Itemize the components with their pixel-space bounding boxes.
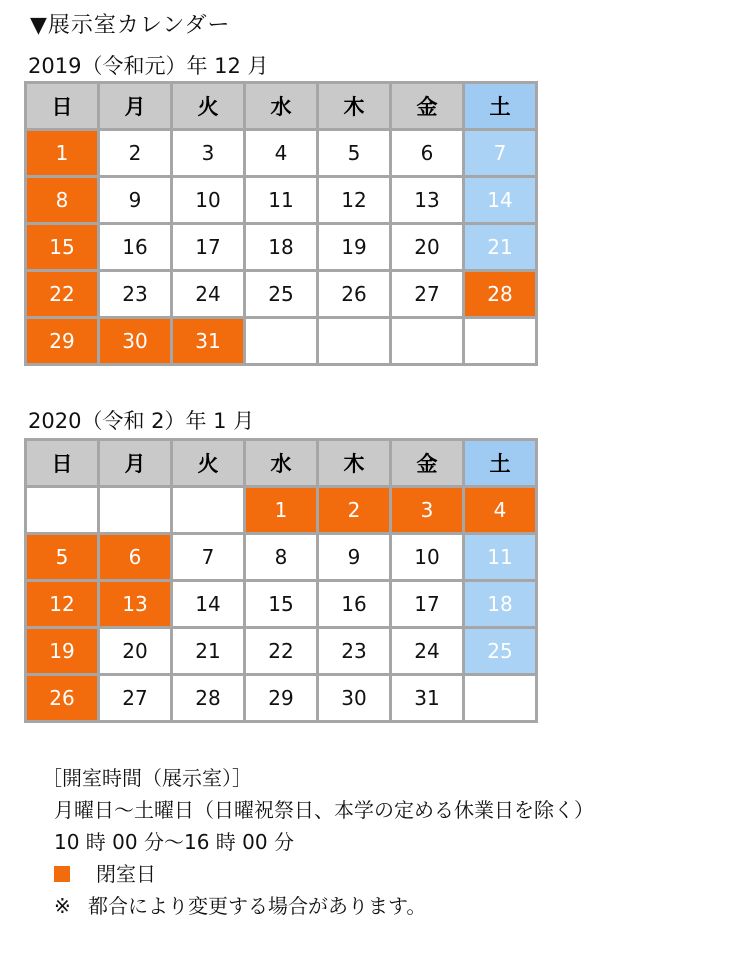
calendar-day-cell: 5 bbox=[318, 130, 391, 177]
calendar-day-cell: 31 bbox=[391, 675, 464, 722]
calendar-day-cell: 13 bbox=[99, 581, 172, 628]
calendar-empty-cell bbox=[26, 487, 99, 534]
calendar-day-cell: 26 bbox=[26, 675, 99, 722]
calendar-day-cell: 4 bbox=[464, 487, 537, 534]
calendar-day-cell: 30 bbox=[99, 318, 172, 365]
opening-time-text: 10 時 00 分～16 時 00 分 bbox=[54, 830, 294, 854]
caution-text: 都合により変更する場合があります。 bbox=[88, 894, 427, 918]
calendar-day-cell: 29 bbox=[26, 318, 99, 365]
month-label-2020-01: 2020（令和 2）年 1 月 bbox=[28, 409, 255, 433]
weekday-header: 火 bbox=[172, 83, 245, 130]
calendar-week-row bbox=[26, 177, 537, 224]
calendar-day-cell: 17 bbox=[172, 224, 245, 271]
calendar-day-cell: 20 bbox=[99, 628, 172, 675]
legend-label: 閉室日 bbox=[96, 862, 156, 886]
calendar-day-cell: 31 bbox=[172, 318, 245, 365]
calendar-empty-cell bbox=[99, 487, 172, 534]
calendar-day-cell: 27 bbox=[99, 675, 172, 722]
calendar-day-cell: 6 bbox=[391, 130, 464, 177]
calendar-week-row bbox=[26, 581, 537, 628]
calendar-day-cell: 18 bbox=[245, 224, 318, 271]
hours-heading: ［開室時間（展示室）］ bbox=[42, 766, 252, 790]
calendar-day-cell: 3 bbox=[172, 130, 245, 177]
calendar-day-cell: 13 bbox=[391, 177, 464, 224]
calendar-day-cell: 12 bbox=[26, 581, 99, 628]
calendar-day-cell: 10 bbox=[391, 534, 464, 581]
calendar-day-cell: 7 bbox=[172, 534, 245, 581]
weekday-header: 土 bbox=[464, 440, 537, 487]
calendar-empty-cell bbox=[464, 318, 537, 365]
calendar-day-cell: 29 bbox=[245, 675, 318, 722]
calendar-day-cell: 1 bbox=[245, 487, 318, 534]
calendar-day-cell: 19 bbox=[26, 628, 99, 675]
opening-days-text: 月曜日～土曜日（日曜祝祭日、本学の定める休業日を除く） bbox=[54, 798, 594, 822]
calendar-day-cell: 3 bbox=[391, 487, 464, 534]
calendar-day-cell: 2 bbox=[99, 130, 172, 177]
calendar-day-cell: 28 bbox=[172, 675, 245, 722]
calendar-day-cell: 20 bbox=[391, 224, 464, 271]
closed-day-swatch-icon bbox=[54, 866, 70, 882]
weekday-header: 木 bbox=[318, 83, 391, 130]
calendar-week-row bbox=[26, 628, 537, 675]
calendar-day-cell: 5 bbox=[26, 534, 99, 581]
calendar-day-cell: 11 bbox=[245, 177, 318, 224]
weekday-header: 金 bbox=[391, 440, 464, 487]
calendar-empty-cell bbox=[318, 318, 391, 365]
calendar-week-row bbox=[26, 224, 537, 271]
calendar-empty-cell bbox=[245, 318, 318, 365]
calendar-day-cell: 10 bbox=[172, 177, 245, 224]
calendar-day-cell: 8 bbox=[245, 534, 318, 581]
calendar-day-cell: 4 bbox=[245, 130, 318, 177]
calendar-day-cell: 7 bbox=[464, 130, 537, 177]
calendar-day-cell: 28 bbox=[464, 271, 537, 318]
weekday-header: 金 bbox=[391, 83, 464, 130]
weekday-header: 日 bbox=[26, 83, 99, 130]
weekday-header: 火 bbox=[172, 440, 245, 487]
calendar-2019-12 bbox=[24, 81, 538, 366]
calendar-day-cell: 11 bbox=[464, 534, 537, 581]
calendar-day-cell: 24 bbox=[172, 271, 245, 318]
calendar-day-cell: 27 bbox=[391, 271, 464, 318]
calendar-day-cell: 2 bbox=[318, 487, 391, 534]
calendar-week-row bbox=[26, 130, 537, 177]
calendar-day-cell: 1 bbox=[26, 130, 99, 177]
calendar-week-row bbox=[26, 675, 537, 722]
weekday-header: 木 bbox=[318, 440, 391, 487]
calendar-day-cell: 9 bbox=[318, 534, 391, 581]
calendar-empty-cell bbox=[391, 318, 464, 365]
calendar-day-cell: 15 bbox=[245, 581, 318, 628]
calendar-day-cell: 18 bbox=[464, 581, 537, 628]
weekday-header: 月 bbox=[99, 440, 172, 487]
calendar-day-cell: 14 bbox=[172, 581, 245, 628]
legend bbox=[42, 858, 594, 890]
calendar-day-cell: 19 bbox=[318, 224, 391, 271]
calendar-week-row bbox=[26, 487, 537, 534]
calendar-week-row bbox=[26, 318, 537, 365]
month-label-2019-12: 2019（令和元）年 12 月 bbox=[28, 54, 269, 78]
caution-mark: ※ bbox=[54, 894, 71, 918]
page-title: ▼展示室カレンダー bbox=[30, 13, 231, 38]
calendar-empty-cell bbox=[464, 675, 537, 722]
calendar-day-cell: 26 bbox=[318, 271, 391, 318]
calendar-week-row bbox=[26, 534, 537, 581]
weekday-header: 水 bbox=[245, 83, 318, 130]
calendar-day-cell: 25 bbox=[464, 628, 537, 675]
calendar-day-cell: 17 bbox=[391, 581, 464, 628]
weekday-header: 土 bbox=[464, 83, 537, 130]
calendar-day-cell: 22 bbox=[26, 271, 99, 318]
calendar-day-cell: 23 bbox=[99, 271, 172, 318]
calendar-day-cell: 14 bbox=[464, 177, 537, 224]
calendar-week-row bbox=[26, 271, 537, 318]
calendar-day-cell: 6 bbox=[99, 534, 172, 581]
calendar-day-cell: 30 bbox=[318, 675, 391, 722]
calendar-2020-01 bbox=[24, 438, 538, 723]
calendar-day-cell: 21 bbox=[464, 224, 537, 271]
calendar-day-cell: 16 bbox=[318, 581, 391, 628]
caution-note bbox=[42, 890, 594, 922]
calendar-day-cell: 16 bbox=[99, 224, 172, 271]
calendar-day-cell: 9 bbox=[99, 177, 172, 224]
calendar-day-cell: 8 bbox=[26, 177, 99, 224]
calendar-empty-cell bbox=[172, 487, 245, 534]
weekday-header: 月 bbox=[99, 83, 172, 130]
calendar-day-cell: 25 bbox=[245, 271, 318, 318]
opening-hours-notes bbox=[42, 762, 594, 922]
calendar-day-cell: 23 bbox=[318, 628, 391, 675]
weekday-header-row bbox=[26, 83, 537, 130]
calendar-day-cell: 12 bbox=[318, 177, 391, 224]
weekday-header: 水 bbox=[245, 440, 318, 487]
calendar-day-cell: 24 bbox=[391, 628, 464, 675]
calendar-day-cell: 21 bbox=[172, 628, 245, 675]
calendar-day-cell: 22 bbox=[245, 628, 318, 675]
weekday-header-row bbox=[26, 440, 537, 487]
calendar-day-cell: 15 bbox=[26, 224, 99, 271]
weekday-header: 日 bbox=[26, 440, 99, 487]
